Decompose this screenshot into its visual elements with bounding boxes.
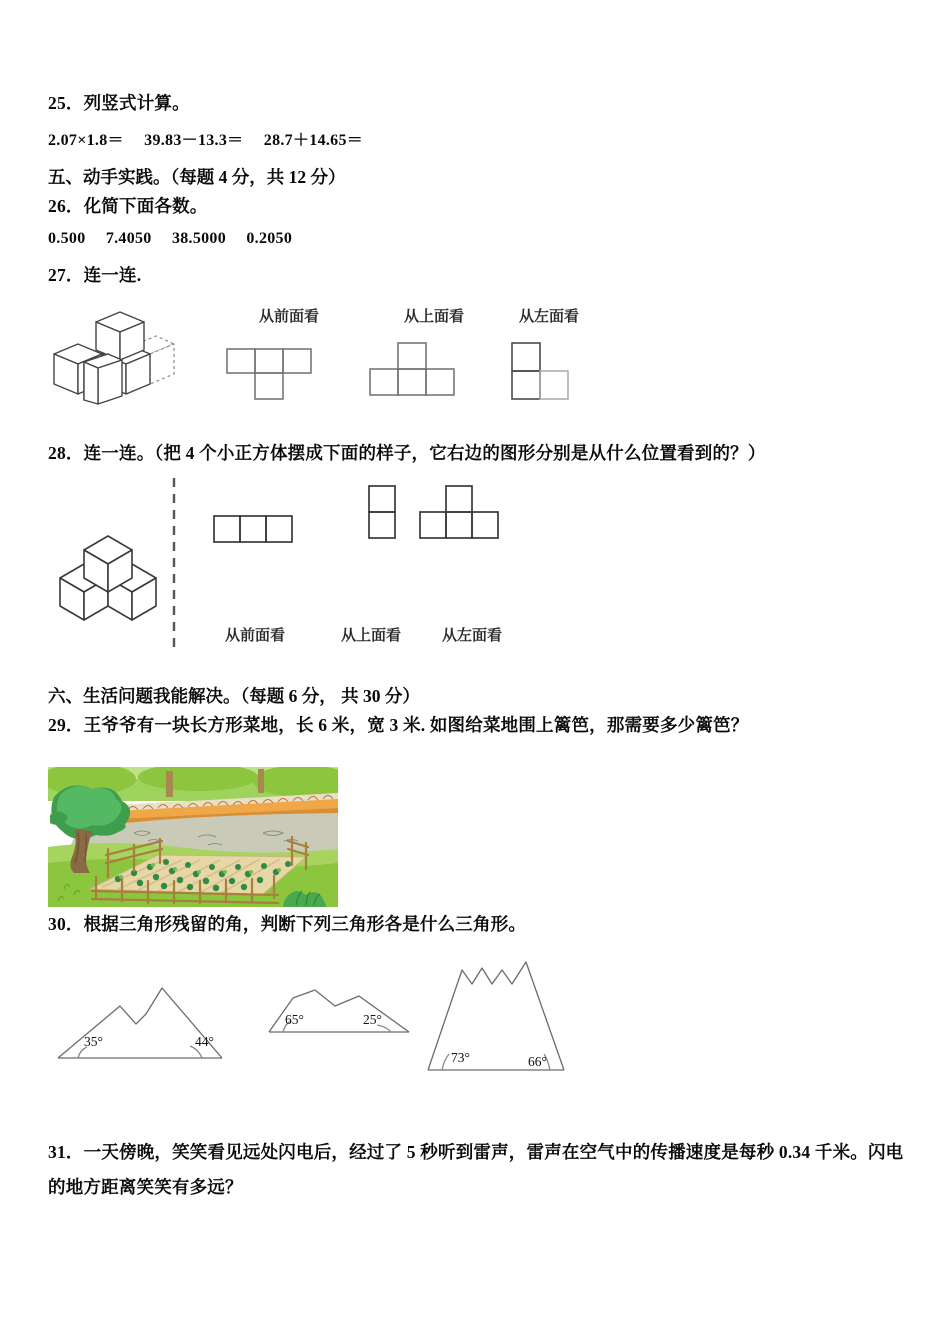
q27-solid-figure [48, 300, 178, 418]
question-25-number: 25． [48, 93, 84, 113]
question-31-number: 31． [48, 1141, 84, 1162]
question-27-number: 27． [48, 265, 84, 286]
question-29-number: 29． [48, 714, 84, 735]
question-29-prompt [48, 712, 918, 739]
question-26-numbers [48, 230, 918, 248]
question-29-illustration [48, 767, 338, 907]
decimal-2: 7.4050 [105, 230, 152, 248]
question-27-text: 连一连. [83, 265, 142, 286]
q28-solid-figure [56, 530, 176, 640]
decimal-1: 0.500 [48, 230, 86, 248]
section-6-heading: 六、生活问题我能解决。（每题 6 分， 共 30 分） [48, 685, 420, 706]
question-29-illustration-wrap [48, 745, 918, 905]
q28-view-label-left: 从左面看 [441, 627, 502, 644]
q27-top-view-figure [366, 339, 476, 413]
question-26-prompt [48, 193, 918, 220]
question-28-text: 连一连。（把 4 个小正方体摆成下面的样子，它右边的图形分别是从什么位置看到的？） [83, 443, 766, 464]
fragment-2-left-angle: 65° [285, 1011, 304, 1027]
page-content [48, 90, 918, 1211]
question-30-figures [48, 944, 918, 1119]
question-31-prompt [48, 1135, 918, 1205]
question-28-figures [48, 474, 918, 659]
fragment-1-right-angle: 44° [195, 1033, 214, 1049]
q27-view-label-top: 从上面看 [403, 309, 464, 326]
question-26-number: 26． [48, 196, 84, 217]
question-30-number: 30． [48, 913, 84, 934]
expression-2: 39.83－13.3＝ [144, 132, 244, 150]
fragment-3-left-angle: 73° [451, 1049, 470, 1065]
decimal-3: 38.5000 [171, 230, 227, 248]
question-26-text: 化简下面各数。 [83, 196, 208, 217]
triangle-fragment-1 [50, 962, 250, 1067]
q28-view-label-front: 从前面看 [224, 627, 285, 644]
question-25-prompt [48, 90, 918, 117]
fragment-3-right-angle: 66° [528, 1053, 547, 1069]
expression-1: 2.07×1.8＝ [48, 132, 124, 150]
q27-view-label-left: 从左面看 [518, 309, 579, 326]
fragment-2-right-angle: 25° [363, 1011, 382, 1027]
question-28-prompt [48, 440, 918, 467]
question-31-text: 一天傍晚，笑笑看见远处闪电后，经过了 5 秒听到雷声，雷声在空气中的传播速度是每秒 0.34 千米。闪电的地方距离笑笑有多远？ [48, 1141, 904, 1197]
expression-3: 28.7＋14.65＝ [263, 132, 364, 150]
question-27-figures [48, 295, 918, 420]
q27-front-view-figure [223, 343, 333, 417]
q28-front-view-figure [210, 510, 320, 550]
question-28-number: 28． [48, 443, 84, 464]
q28-top-view-figure [363, 482, 423, 552]
question-30-text: 根据三角形残留的角，判断下列三角形各是什么三角形。 [83, 913, 527, 934]
decimal-4: 0.2050 [246, 230, 293, 248]
question-25-expressions [48, 127, 918, 150]
question-25-text: 列竖式计算。 [83, 93, 190, 113]
q27-left-view-figure [506, 339, 596, 413]
fragment-1-left-angle: 35° [84, 1033, 103, 1049]
section-5-heading: 五、动手实践。（每题 4 分，共 12 分） [48, 167, 346, 188]
q28-left-view-figure [416, 482, 526, 552]
q28-view-label-top: 从上面看 [340, 627, 401, 644]
triangle-fragment-3 [416, 954, 596, 1084]
question-30-prompt [48, 911, 918, 938]
q27-view-label-front: 从前面看 [258, 309, 319, 326]
question-27-prompt [48, 262, 918, 289]
question-29-text: 王爷爷有一块长方形菜地，长 6 米，宽 3 米. 如图给菜地围上篱笆，那需要多少篱笆？ [83, 714, 749, 735]
